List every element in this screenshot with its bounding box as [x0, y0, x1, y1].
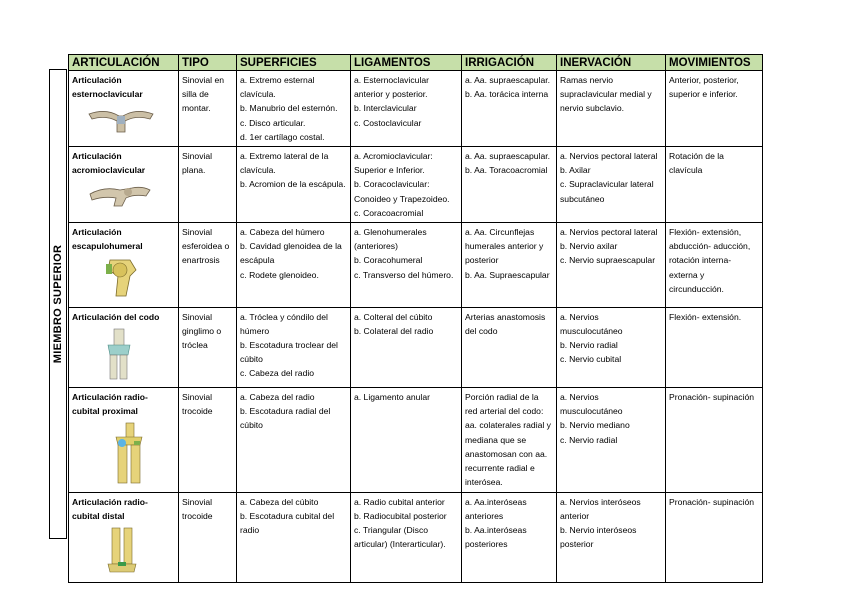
cell-ligamentos-line: a. Ligamento anular — [354, 392, 430, 403]
header-inervacion: INERVACIÓN — [557, 55, 666, 71]
header-ligamentos: LIGAMENTOS — [351, 55, 462, 71]
cell-inervacion — [557, 307, 666, 387]
cell-inervacion — [557, 492, 666, 583]
cell-irrigacion — [462, 147, 557, 223]
cell-inervacion-line: c. Nervio cubital — [560, 354, 622, 365]
cell-movimientos — [666, 492, 763, 583]
acromioclavicular-joint-illustration — [86, 180, 175, 212]
cell-movimientos-line: Pronación- supinación — [669, 496, 755, 507]
table-row — [69, 388, 763, 493]
cell-inervacion — [557, 71, 666, 147]
cell-inervacion-line: c. Nervio radial — [560, 434, 618, 445]
cell-irrigacion-line: b. Aa. torácica interna — [465, 89, 549, 100]
cell-movimientos-line: Flexión- extensión. — [669, 311, 742, 322]
cell-inervacion-line: a. Nervios pectoral lateral — [560, 227, 658, 238]
cell-movimientos — [666, 71, 763, 147]
header-irrigacion: IRRIGACIÓN — [462, 55, 557, 71]
cell-superficies-line: a. Cabeza del radio — [240, 392, 315, 403]
cell-superficies-line: b. Escotadura troclear del cúbito — [240, 340, 338, 365]
table-row — [69, 492, 763, 583]
header-superficies: SUPERFICIES — [237, 55, 351, 71]
cell-ligamentos-line: a. Radio cubital anterior — [354, 496, 445, 507]
sternoclavicular-joint-illustration — [86, 104, 175, 138]
cell-tipo: Sinovial en silla de montar. — [179, 71, 237, 147]
elbow-joint-illustration — [100, 327, 175, 385]
cell-tipo: Sinovial ginglimo o tróclea — [179, 307, 237, 387]
cell-superficies-line: a. Extremo esternal clavícula. — [240, 75, 315, 100]
cell-movimientos-line: Pronación- supinación — [669, 392, 755, 403]
cell-inervacion-line: Ramas nervio supraclavicular medial y nervio subclavio. — [560, 75, 652, 114]
table-row — [69, 71, 763, 147]
cell-ligamentos-line: a. Esternoclavicular anterior y posterior. — [354, 75, 429, 100]
cell-articulacion — [69, 492, 179, 583]
cell-irrigacion-line: Porción radial de la red arterial del codo: aa. colaterales radial y mediana que se anastomosan con aa. recurrente radial e interósea. — [465, 392, 551, 488]
cell-superficies-line: a. Cabeza del cúbito — [240, 496, 319, 507]
cell-irrigacion — [462, 223, 557, 308]
table-row — [69, 307, 763, 387]
cell-ligamentos — [351, 388, 462, 493]
cell-ligamentos — [351, 71, 462, 147]
joints-table — [68, 54, 763, 583]
cell-movimientos — [666, 307, 763, 387]
cell-ligamentos-line: c. Transverso del húmero. — [354, 269, 454, 280]
cell-superficies — [237, 71, 351, 147]
cell-irrigacion-line: a. Aa.interóseas anteriores — [465, 496, 527, 521]
cell-superficies-line: b. Escotadura radial del cúbito — [240, 406, 331, 431]
cell-irrigacion — [462, 492, 557, 583]
cell-superficies-line: c. Disco articular. — [240, 117, 306, 128]
cell-inervacion-line: a. Nervios pectoral lateral — [560, 151, 658, 162]
cell-superficies — [237, 492, 351, 583]
cell-irrigacion-line: b. Aa. Supraescapular — [465, 269, 550, 280]
cell-movimientos — [666, 147, 763, 223]
cell-tipo: Sinovial esferoidea o enartrosis — [179, 223, 237, 308]
cell-tipo: Sinovial trocoide — [179, 492, 237, 583]
joint-name: Articulación acromioclavicular — [72, 151, 146, 176]
cell-ligamentos — [351, 223, 462, 308]
joint-name: Articulación del codo — [72, 311, 160, 322]
side-label-box — [49, 69, 67, 539]
cell-ligamentos — [351, 147, 462, 223]
cell-superficies-line: a. Cabeza del húmero — [240, 227, 325, 238]
cell-irrigacion-line: Arterias anastomosis del codo — [465, 311, 546, 336]
cell-movimientos — [666, 223, 763, 308]
cell-superficies-line: b. Manubrio del esternón. — [240, 103, 338, 114]
cell-irrigacion-line: a. Aa. supraescapular. — [465, 151, 551, 162]
cell-superficies-line: a. Extremo lateral de la clavícula. — [240, 151, 329, 176]
cell-superficies-line: b. Acromion de la escápula. — [240, 179, 346, 190]
cell-ligamentos-line: a. Glenohumerales (anteriores) — [354, 227, 427, 252]
cell-inervacion-line: a. Nervios interóseos anterior — [560, 496, 641, 521]
glenohumeral-joint-illustration — [100, 256, 175, 304]
cell-inervacion-line: a. Nervios musculocutáneo — [560, 392, 623, 417]
cell-ligamentos-line: c. Coracoacromial — [354, 207, 424, 218]
cell-inervacion-line: b. Nervio mediano — [560, 420, 630, 431]
cell-superficies-line: d. 1er cartílago costal. — [240, 131, 325, 142]
cell-ligamentos-line: b. Radiocubital posterior — [354, 510, 447, 521]
cell-superficies-line: b. Escotadura cubital del radio — [240, 510, 335, 536]
header-row — [69, 55, 763, 71]
cell-irrigacion-line: b. Aa.interóseas posteriores — [465, 525, 527, 550]
cell-ligamentos-line: b. Coracoclavicular: Conoideo y Trapezoideo. — [354, 179, 450, 204]
cell-ligamentos-line: c. Triangular (Disco articular) (Interarticular). — [354, 525, 446, 550]
header-articulacion: ARTICULACIÓN — [69, 55, 179, 71]
cell-articulacion — [69, 307, 179, 387]
cell-inervacion-line: b. Nervio interóseos posterior — [560, 525, 637, 550]
header-tipo: TIPO — [179, 55, 237, 71]
side-label: MIEMBRO SUPERIOR — [52, 244, 64, 364]
cell-superficies-line: b. Cavidad glenoidea de la escápula — [240, 241, 342, 266]
cell-movimientos-line: Flexión- extensión, abducción- aducción, rotación interna-externa y circunducción. — [669, 227, 751, 294]
cell-inervacion — [557, 223, 666, 308]
cell-superficies-line: c. Rodete glenoideo. — [240, 269, 319, 280]
cell-superficies-line: c. Cabeza del radio — [240, 368, 315, 379]
cell-ligamentos-line: a. Acromioclavicular: Superior e Inferior. — [354, 151, 433, 176]
cell-movimientos — [666, 388, 763, 493]
proximal-radioulnar-joint-illustration — [100, 421, 175, 489]
distal-radioulnar-joint-illustration — [100, 526, 175, 580]
cell-ligamentos — [351, 307, 462, 387]
cell-ligamentos — [351, 492, 462, 583]
cell-articulacion — [69, 71, 179, 147]
cell-inervacion-line: a. Nervios musculocutáneo — [560, 311, 623, 336]
header-movimientos: MOVIMIENTOS — [666, 55, 763, 71]
cell-tipo: Sinovial trocoide — [179, 388, 237, 493]
cell-inervacion-line: c. Supraclavicular lateral subcutáneo — [560, 179, 654, 204]
cell-inervacion-line: b. Axilar — [560, 165, 591, 176]
cell-ligamentos-line: b. Colateral del radio — [354, 325, 434, 336]
cell-movimientos-line: Rotación de la clavícula — [669, 151, 724, 176]
table-row — [69, 147, 763, 223]
cell-irrigacion-line: a. Aa. supraescapular. — [465, 75, 551, 85]
cell-movimientos-line: Anterior, posterior, superior e inferior. — [669, 75, 739, 100]
cell-irrigacion-line: a. Aa. Circunflejas humerales anterior y posterior — [465, 227, 544, 266]
cell-superficies — [237, 147, 351, 223]
cell-irrigacion — [462, 388, 557, 493]
cell-inervacion-line: b. Nervio radial — [560, 340, 618, 351]
cell-irrigacion-line: b. Aa. Toracoacromial — [465, 165, 548, 176]
cell-inervacion — [557, 388, 666, 493]
cell-articulacion — [69, 147, 179, 223]
joint-name: Articulación radio-cubital distal — [72, 496, 148, 521]
cell-irrigacion — [462, 307, 557, 387]
cell-ligamentos-line: a. Colteral del cúbito — [354, 311, 433, 322]
cell-superficies — [237, 388, 351, 493]
cell-articulacion — [69, 223, 179, 308]
cell-inervacion-line: b. Nervio axilar — [560, 241, 618, 252]
cell-ligamentos-line: b. Interclavicular — [354, 103, 417, 114]
cell-superficies-line: a. Tróclea y cóndilo del húmero — [240, 311, 328, 336]
cell-tipo: Sinovial plana. — [179, 147, 237, 223]
cell-superficies — [237, 223, 351, 308]
joint-name: Articulación radio-cubital proximal — [72, 392, 148, 417]
cell-inervacion-line: c. Nervio supraescapular — [560, 255, 656, 266]
cell-superficies — [237, 307, 351, 387]
joint-name: Articulación escapulohumeral — [72, 227, 143, 252]
cell-ligamentos-line: c. Costoclavicular — [354, 117, 422, 128]
cell-irrigacion — [462, 71, 557, 147]
cell-ligamentos-line: b. Coracohumeral — [354, 255, 423, 266]
cell-inervacion — [557, 147, 666, 223]
table-row — [69, 223, 763, 308]
joint-name: Articulación esternoclavicular — [72, 75, 143, 100]
cell-articulacion — [69, 388, 179, 493]
